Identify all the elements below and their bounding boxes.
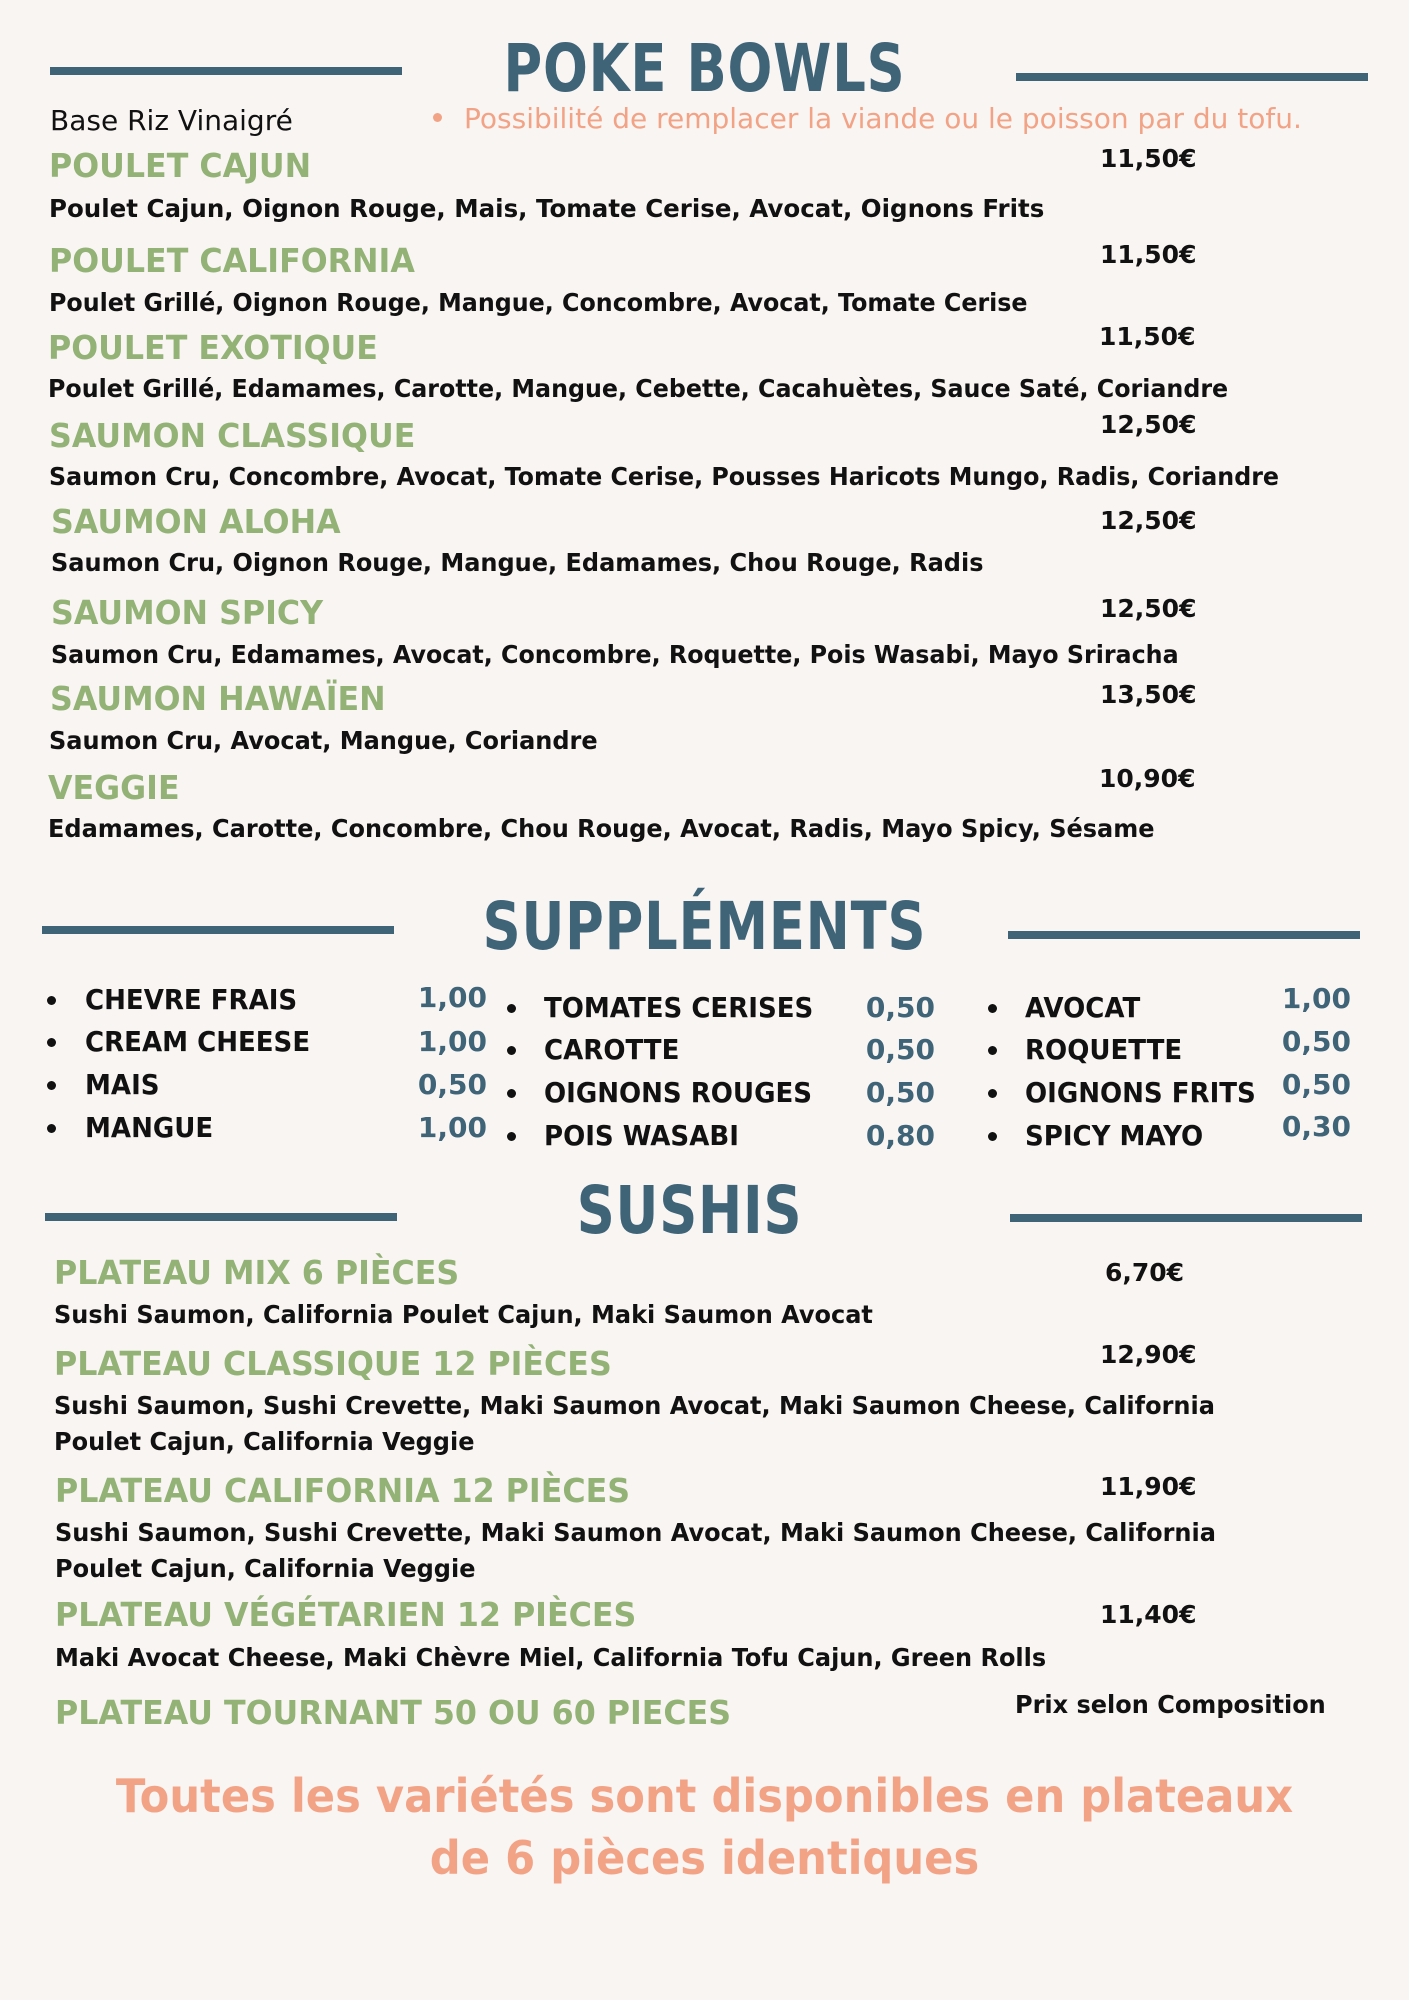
supplement-item — [47, 980, 487, 1020]
supplement-name: CAROTTE — [544, 1033, 680, 1066]
supplement-price: 1,00 — [417, 981, 487, 1014]
supplement-item — [507, 1116, 937, 1156]
supplement-name: CREAM CHEESE — [85, 1025, 311, 1058]
bullet-icon — [433, 113, 442, 122]
menu-item-name: PLATEAU CLASSIQUE 12 PIÈCES — [54, 1344, 612, 1383]
menu-item-price: 12,50€ — [1100, 506, 1197, 535]
menu-item-price: 13,50€ — [1100, 680, 1197, 709]
menu-item-desc: Sushi Saumon, Sushi Crevette, Maki Saumon Avocat, Maki Saumon Cheese, California — [55, 1518, 1216, 1547]
menu-item-price: 12,50€ — [1100, 410, 1197, 439]
bullet-icon — [988, 1004, 997, 1013]
menu-item-name: PLATEAU TOURNANT 50 OU 60 PIECES — [55, 1693, 732, 1732]
supplements-column-3 — [988, 982, 1388, 1158]
sushis-title: SUSHIS — [576, 1172, 803, 1249]
supplement-item — [988, 1110, 1388, 1156]
poke-bowls-title: POKE BOWLS — [503, 30, 906, 107]
bullet-icon — [988, 1132, 997, 1141]
menu-item-desc: Saumon Cru, Oignon Rouge, Mangue, Edamames, Chou Rouge, Radis — [51, 548, 984, 577]
menu-item-desc: Saumon Cru, Edamames, Avocat, Concombre, Roquette, Pois Wasabi, Mayo Sriracha — [51, 640, 1179, 669]
supplement-item — [507, 988, 937, 1028]
supplement-price: 1,00 — [417, 1111, 487, 1144]
bullet-icon — [988, 1089, 997, 1098]
menu-item-desc: Edamames, Carotte, Concombre, Chou Rouge, Avocat, Radis, Mayo Spicy, Sésame — [48, 814, 1155, 843]
menu-item-name: SAUMON ALOHA — [51, 502, 341, 541]
menu-item-price: 6,70€ — [1105, 1258, 1185, 1287]
menu-item-price: 11,50€ — [1099, 322, 1196, 351]
supplement-name: MAIS — [85, 1068, 160, 1101]
supplement-name: POIS WASABI — [544, 1119, 739, 1152]
footer-line-1: Toutes les variétés sont disponibles en plateaux — [115, 1769, 1294, 1823]
supplement-price: 0,50 — [865, 1033, 935, 1066]
menu-item-name: VEGGIE — [48, 768, 180, 807]
menu-item-price: 11,50€ — [1100, 144, 1197, 173]
menu-item-price: Prix selon Composition — [1015, 1690, 1326, 1719]
supplement-price: 0,50 — [417, 1068, 487, 1101]
menu-item-name: SAUMON CLASSIQUE — [49, 416, 416, 455]
base-label: Base Riz Vinaigré — [50, 104, 293, 137]
menu-item-name: PLATEAU VÉGÉTARIEN 12 PIÈCES — [55, 1595, 637, 1634]
menu-item-price: 10,90€ — [1099, 764, 1196, 793]
supplement-name: TOMATES CERISES — [544, 991, 814, 1024]
supplement-name: MANGUE — [85, 1111, 214, 1144]
menu-item-name: PLATEAU CALIFORNIA 12 PIÈCES — [55, 1471, 631, 1510]
menu-item-desc: Poulet Grillé, Edamames, Carotte, Mangue, Cebette, Cacahuètes, Sauce Saté, Coriandre — [48, 374, 1229, 403]
supplements-column-2 — [507, 988, 937, 1158]
bullet-icon — [507, 1046, 516, 1055]
bullet-icon — [47, 1081, 56, 1090]
supplement-item — [988, 1025, 1388, 1070]
menu-item-name: POULET CAJUN — [49, 146, 312, 185]
supplement-item — [507, 1073, 937, 1113]
menu-item-desc: Poulet Grillé, Oignon Rouge, Mangue, Concombre, Avocat, Tomate Cerise — [49, 288, 1028, 317]
supplement-price: 0,50 — [865, 991, 935, 1024]
supplement-price: 1,00 — [417, 1025, 487, 1058]
supplement-price: 0,80 — [865, 1119, 935, 1152]
bullet-icon — [507, 1004, 516, 1013]
supplement-price: 0,50 — [1281, 1025, 1351, 1058]
menu-item-desc: Sushi Saumon, California Poulet Cajun, Maki Saumon Avocat — [54, 1300, 873, 1329]
menu-item-desc: Saumon Cru, Concombre, Avocat, Tomate Cerise, Pousses Haricots Mungo, Radis, Coriandre — [49, 462, 1280, 491]
menu-item-price: 11,40€ — [1100, 1600, 1197, 1629]
menu-item-name: POULET EXOTIQUE — [48, 328, 378, 367]
menu-item-desc-continued: Poulet Cajun, California Veggie — [54, 1427, 475, 1456]
supplement-name: OIGNONS FRITS — [1025, 1076, 1256, 1109]
supplement-name: AVOCAT — [1025, 991, 1141, 1024]
tofu-note-text: Possibilité de remplacer la viande ou le poisson par du tofu. — [464, 102, 1302, 135]
supplement-price: 1,00 — [1281, 982, 1351, 1015]
supplements-title: SUPPLÉMENTS — [482, 888, 927, 965]
bullet-icon — [507, 1132, 516, 1141]
menu-item-name: PLATEAU MIX 6 PIÈCES — [54, 1253, 460, 1292]
supplement-price: 0,50 — [865, 1076, 935, 1109]
footer-line-2: de 6 pièces identiques — [429, 1831, 980, 1885]
supplement-name: ROQUETTE — [1025, 1033, 1183, 1066]
supplement-item — [507, 1030, 937, 1070]
supplement-item — [47, 1065, 487, 1105]
tofu-note — [433, 102, 1302, 135]
menu-item-desc: Maki Avocat Cheese, Maki Chèvre Miel, California Tofu Cajun, Green Rolls — [55, 1643, 1047, 1672]
menu-item-price: 12,50€ — [1100, 594, 1197, 623]
bullet-icon — [47, 996, 56, 1005]
supplement-item — [47, 1022, 487, 1062]
menu-item-desc: Poulet Cajun, Oignon Rouge, Mais, Tomate Cerise, Avocat, Oignons Frits — [49, 194, 1045, 223]
menu-item-name: POULET CALIFORNIA — [49, 241, 415, 280]
supplement-name: CHEVRE FRAIS — [85, 983, 298, 1016]
bullet-icon — [988, 1046, 997, 1055]
supplement-price: 0,50 — [1281, 1068, 1351, 1101]
menu-item-price: 11,90€ — [1100, 1472, 1197, 1501]
supplement-name: OIGNONS ROUGES — [544, 1076, 812, 1109]
supplement-name: SPICY MAYO — [1025, 1119, 1204, 1152]
bullet-icon — [507, 1089, 516, 1098]
bullet-icon — [47, 1038, 56, 1047]
menu-item-price: 11,50€ — [1100, 240, 1197, 269]
supplement-item — [47, 1108, 487, 1148]
menu-item-desc: Saumon Cru, Avocat, Mangue, Coriandre — [49, 726, 598, 755]
menu-item-name: SAUMON HAWAÏEN — [50, 679, 386, 718]
menu-item-price: 12,90€ — [1100, 1340, 1197, 1369]
bullet-icon — [47, 1124, 56, 1133]
menu-item-desc: Sushi Saumon, Sushi Crevette, Maki Saumon Avocat, Maki Saumon Cheese, California — [54, 1391, 1215, 1420]
supplement-price: 0,30 — [1281, 1110, 1351, 1143]
supplements-column-1 — [47, 980, 487, 1150]
menu-item-name: SAUMON SPICY — [51, 593, 324, 632]
menu-item-desc-continued: Poulet Cajun, California Veggie — [55, 1554, 476, 1583]
